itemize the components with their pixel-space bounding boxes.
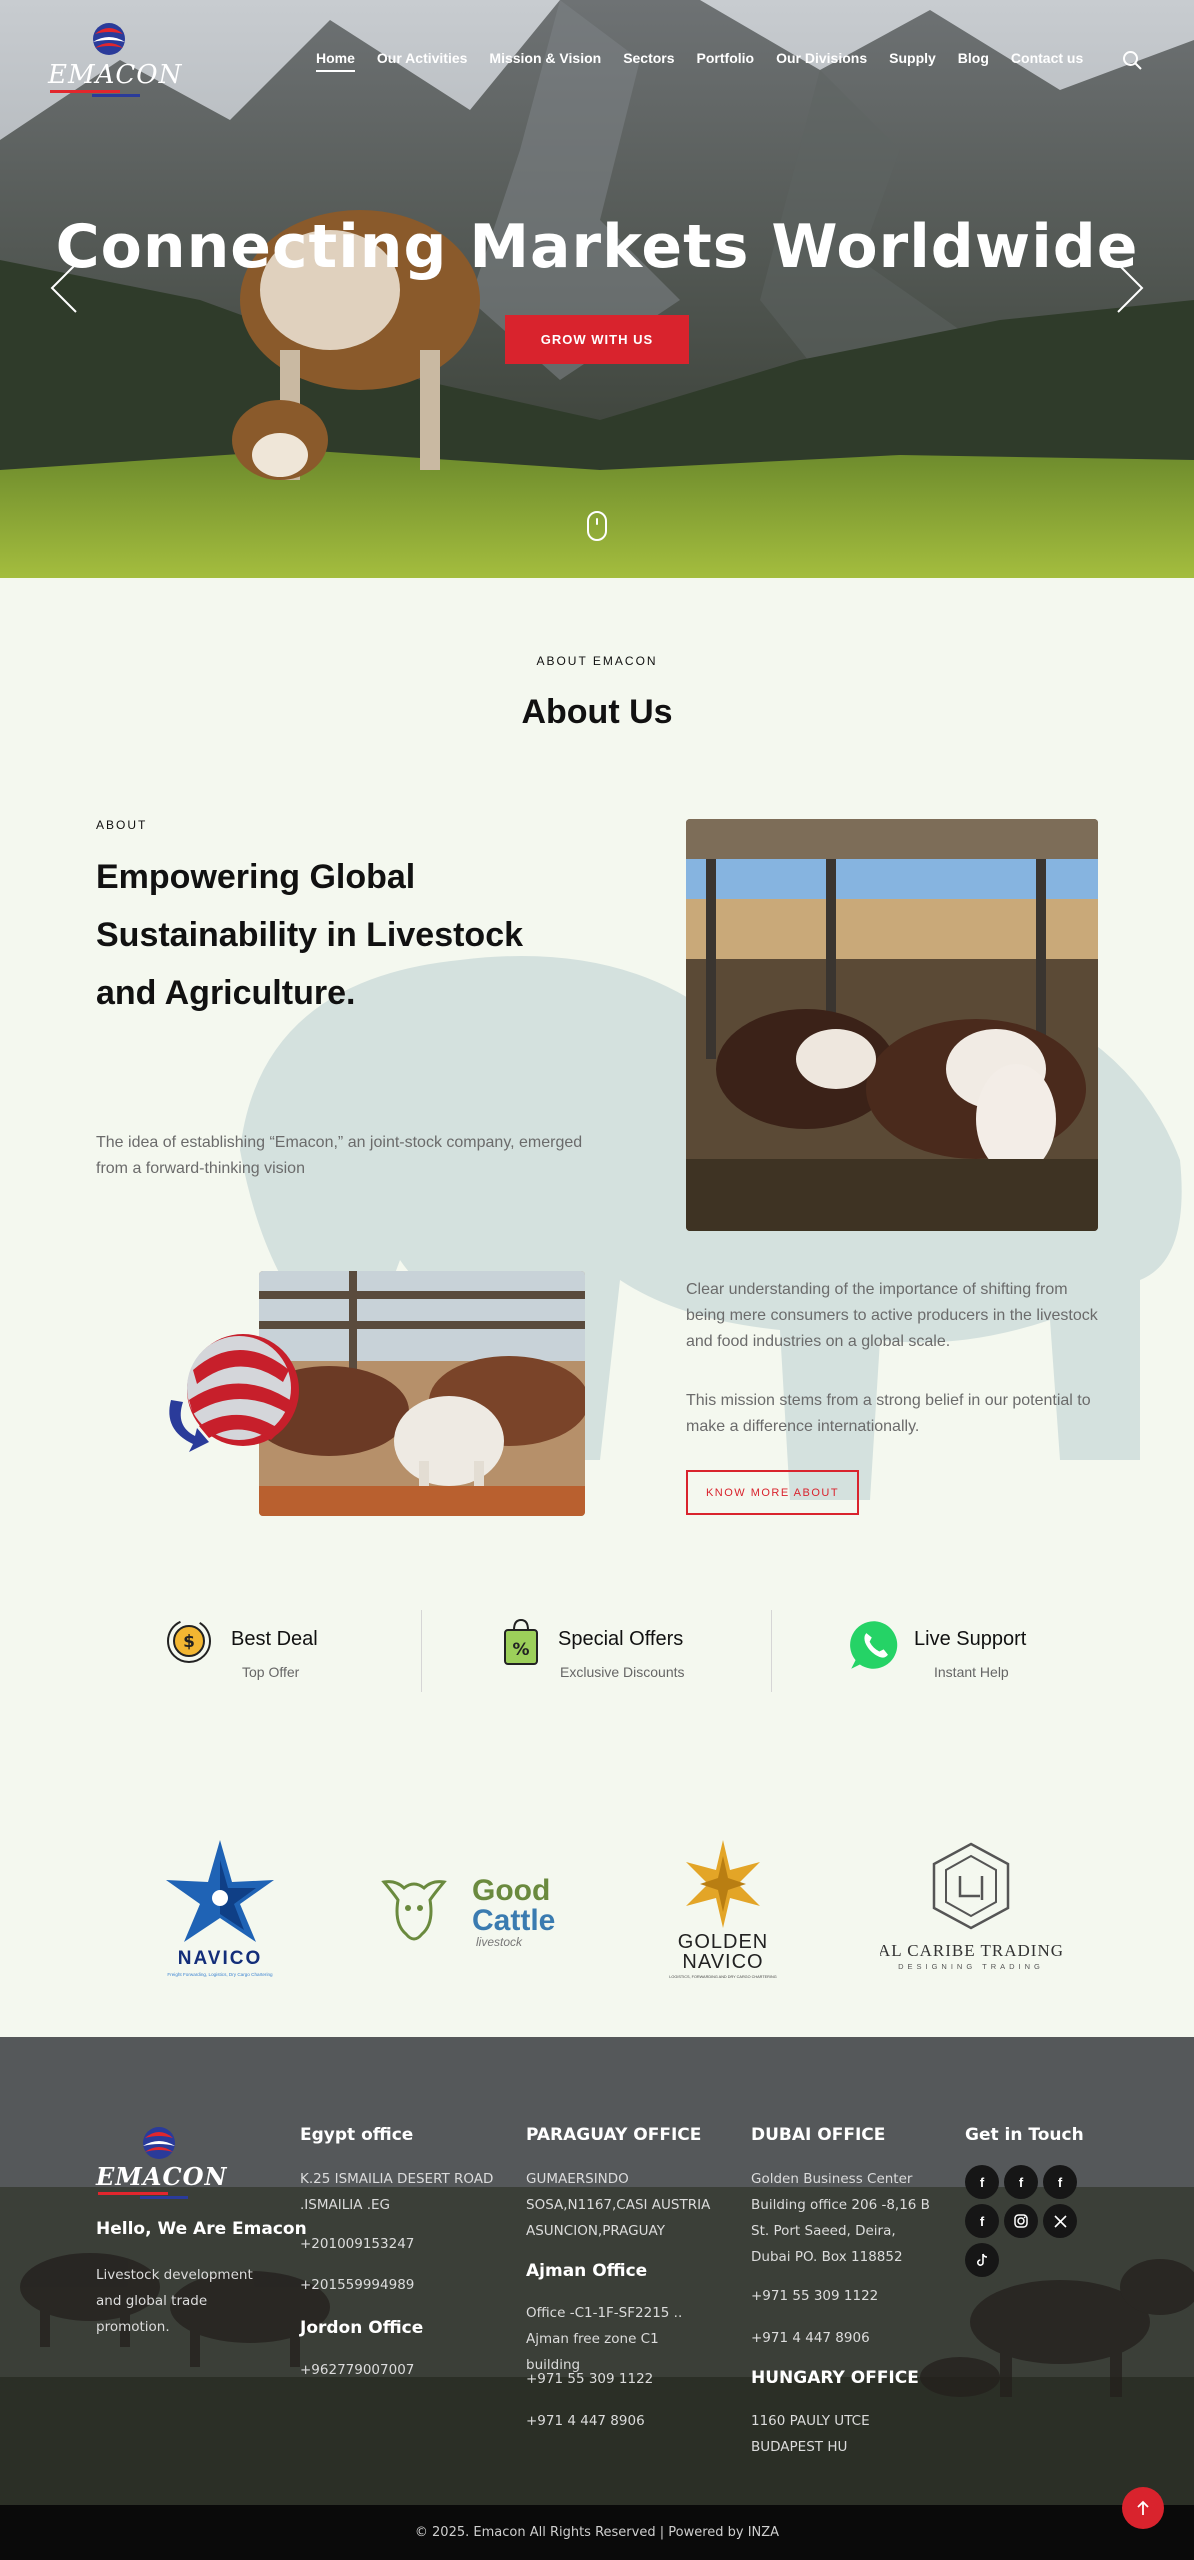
footer-hello-text: Livestock development and global trade promotion. <box>96 2267 253 2335</box>
mission-text-1: Clear understanding of the importance of shifting from being mere consumers to active producers in the livestock and food industries on a global scale. <box>686 1281 1098 1350</box>
about-heading: About Us <box>521 693 673 731</box>
nav-home[interactable]: Home <box>316 50 355 66</box>
partner-name: AL CARIBE TRADING <box>880 1941 1062 1960</box>
dubai-phone-1[interactable]: +971 55 309 1122 <box>751 2288 879 2304</box>
paraguay-office-address: GUMAERSINDO SOSA,N1167,CASI AUSTRIA ASUNCION,PRAGUAY <box>526 2171 711 2239</box>
partner-name-line2: Cattle <box>472 1904 556 1937</box>
know-more-about-button[interactable]: KNOW MORE ABOUT <box>686 1470 859 1515</box>
get-in-touch-heading: Get in Touch <box>965 2125 1084 2145</box>
svg-text:$: $ <box>183 1632 195 1652</box>
feature-best-deal <box>164 1608 354 1688</box>
jordon-office-heading: Jordon Office <box>300 2318 424 2338</box>
paraguay-office-heading: PARAGUAY OFFICE <box>526 2125 702 2145</box>
about-intro-text: The idea of establishing “Emacon,” an joint-stock company, emerged from a forward-thinking vision <box>96 1134 583 1177</box>
about-sub-eyebrow: ABOUT <box>96 818 148 832</box>
about-big-heading: Empowering Global Sustainability in Livestock and Agriculture. <box>96 858 524 1012</box>
emacon-emblem-icon <box>86 20 132 58</box>
partner-good-cattle-logo[interactable] <box>376 1840 566 1980</box>
logo-wordmark: EMACON <box>48 60 183 90</box>
nav-our-divisions[interactable]: Our Divisions <box>776 50 868 66</box>
nav-our-activities[interactable]: Our Activities <box>376 50 468 66</box>
logo-underline-blue <box>92 94 140 97</box>
feature-subtitle: Exclusive Discounts <box>560 1664 685 1680</box>
partner-golden-navico-logo[interactable] <box>664 1840 782 1980</box>
percent-bag-icon <box>496 1616 546 1666</box>
hungary-office-heading: HUNGARY OFFICE <box>751 2368 919 2388</box>
partner-al-caribe-logo[interactable] <box>880 1840 1062 1980</box>
partner-tagline: LOGISTICS, FORWARDING AND DRY CARGO CHARTERING <box>669 1975 777 1979</box>
tiktok-icon[interactable] <box>965 2243 999 2277</box>
cattle-barn-photo <box>686 819 1098 1231</box>
feature-title: Live Support <box>914 1628 1027 1650</box>
egypt-phone-2[interactable]: +201559994989 <box>300 2277 415 2293</box>
back-to-top-button[interactable] <box>1122 2487 1164 2529</box>
feature-subtitle: Instant Help <box>934 1664 1009 1680</box>
emacon-emblem-icon <box>136 2124 182 2162</box>
whatsapp-icon[interactable] <box>848 1618 902 1672</box>
about-eyebrow: ABOUT EMACON <box>536 654 658 668</box>
logo-underline-red <box>50 90 120 93</box>
partner-name: NAVICO <box>177 1948 263 1969</box>
instagram-icon[interactable] <box>1004 2204 1038 2238</box>
hero-title: Connecting Markets Worldwide <box>55 212 1139 282</box>
partner-tagline: livestock <box>476 1935 523 1949</box>
partner-name-line1: GOLDEN <box>677 1931 769 1953</box>
nav-blog[interactable]: Blog <box>957 50 989 66</box>
footer-logo-wordmark: EMACON <box>96 2162 228 2191</box>
partner-navico-logo[interactable] <box>152 1840 288 1980</box>
feature-title: Best Deal <box>231 1628 318 1650</box>
ajman-office-heading: Ajman Office <box>526 2261 648 2281</box>
feature-subtitle: Top Offer <box>242 1664 300 1680</box>
copyright-bar <box>0 2505 1194 2560</box>
hero-section <box>0 0 1194 578</box>
partner-tagline: Freight Forwarding, Logistics, Dry Cargo Chartering <box>167 1972 273 1977</box>
dubai-office-heading: DUBAI OFFICE <box>751 2125 886 2145</box>
footer-hello-heading: Hello, We Are Emacon <box>96 2219 307 2239</box>
emacon-globe-emblem <box>163 1330 309 1452</box>
nav-contact-us[interactable]: Contact us <box>1010 50 1084 66</box>
search-icon[interactable] <box>1122 50 1142 70</box>
feature-live-support[interactable] <box>848 1608 1048 1688</box>
main-nav <box>316 50 1105 66</box>
chevron-right-icon[interactable] <box>1116 262 1144 314</box>
footer-logo[interactable] <box>96 2124 226 2198</box>
partner-name-line1: Good <box>472 1874 551 1907</box>
logo-underline-red <box>98 2192 168 2195</box>
mouse-scroll-icon[interactable] <box>587 511 607 541</box>
partner-tagline: DESIGNING TRADING <box>898 1962 1044 1971</box>
partner-name-line2: NAVICO <box>682 1951 764 1973</box>
nav-sectors[interactable]: Sectors <box>623 50 675 66</box>
feature-special-offers <box>496 1608 726 1688</box>
dubai-phone-2[interactable]: +971 4 447 8906 <box>751 2330 870 2346</box>
hungary-office-address: 1160 PAULY UTCE BUDAPEST HU <box>751 2413 870 2455</box>
header-logo[interactable] <box>48 18 183 96</box>
nav-supply[interactable]: Supply <box>889 50 936 66</box>
facebook-icon[interactable]: f <box>1043 2165 1077 2199</box>
dollar-coin-icon <box>164 1616 214 1666</box>
egypt-phone-1[interactable]: +201009153247 <box>300 2236 415 2252</box>
chevron-left-icon[interactable] <box>50 262 78 314</box>
svg-text:%: % <box>512 1640 530 1660</box>
nav-portfolio[interactable]: Portfolio <box>696 50 755 66</box>
egypt-office-address: K.25 ISMAILIA DESERT ROAD .ISMAILIA .EG <box>300 2171 494 2213</box>
ajman-phone-1[interactable]: +971 55 309 1122 <box>526 2371 654 2387</box>
copyright-text: © 2025. Emacon All Rights Reserved | Powered by INZA <box>414 2525 780 2540</box>
facebook-icon[interactable]: f <box>965 2165 999 2199</box>
arrow-up-icon <box>1136 2500 1150 2516</box>
mission-text-2: This mission stems from a strong belief in our potential to make a difference internationally. <box>686 1392 1091 1435</box>
egypt-office-heading: Egypt office <box>300 2125 414 2145</box>
logo-underline-blue <box>140 2196 188 2199</box>
facebook-icon[interactable]: f <box>965 2204 999 2238</box>
feature-divider <box>421 1610 422 1692</box>
ajman-phone-2[interactable]: +971 4 447 8906 <box>526 2413 645 2429</box>
jordon-phone[interactable]: +962779007007 <box>300 2362 415 2378</box>
facebook-icon[interactable]: f <box>1004 2165 1038 2199</box>
ajman-office-address: Office -C1-1F-SF2215 .. Ajman free zone C1 building <box>526 2305 683 2373</box>
nav-mission-vision[interactable]: Mission & Vision <box>489 50 602 66</box>
feature-title: Special Offers <box>558 1628 684 1650</box>
x-icon[interactable] <box>1043 2204 1077 2238</box>
feature-divider <box>771 1610 772 1692</box>
grow-with-us-button[interactable]: GROW WITH US <box>505 315 689 364</box>
dubai-office-address: Golden Business Center Building office 206 -8,16 B St. Port Saeed, Deira, Dubai PO. Box 118852 <box>751 2171 930 2265</box>
